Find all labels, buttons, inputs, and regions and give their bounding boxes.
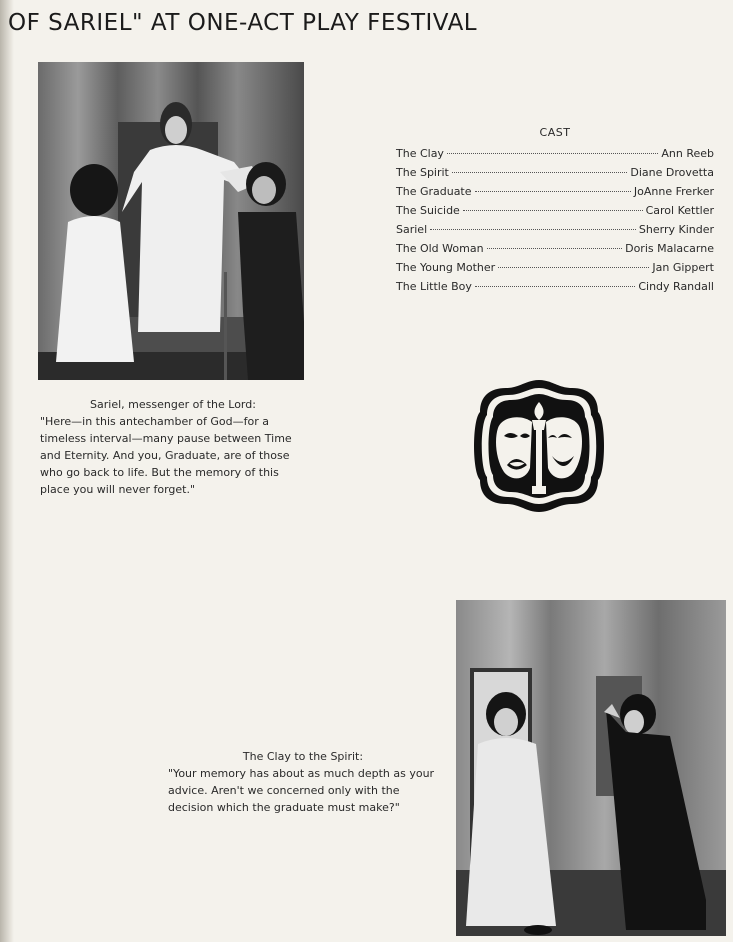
cast-actor: Ann Reeb [661, 147, 714, 160]
cast-actor: Cindy Randall [638, 280, 714, 293]
photo-caption-clay [168, 748, 438, 816]
cast-actor: Carol Kettler [645, 204, 714, 217]
cast-row [396, 166, 714, 185]
dot-leader [447, 153, 658, 154]
cast-actor: JoAnne Frerker [633, 185, 714, 198]
cast-row [396, 185, 714, 204]
caption-heading: The Clay to the Spirit: [242, 750, 364, 763]
dot-leader [475, 286, 635, 287]
photo-caption-sariel [40, 396, 306, 498]
cast-role: The Clay [396, 147, 444, 160]
cast-role: The Little Boy [396, 280, 472, 293]
cast-role: The Graduate [396, 185, 472, 198]
page-title: OF SARIEL" AT ONE-ACT PLAY FESTIVAL [8, 10, 478, 36]
cast-row [396, 280, 714, 299]
dot-leader [487, 248, 623, 249]
cast-list [396, 126, 714, 299]
cast-role: The Spirit [396, 166, 449, 179]
book-spine-shadow [0, 0, 14, 942]
cast-row [396, 242, 714, 261]
cast-row [396, 223, 714, 242]
cast-role: The Old Woman [396, 242, 484, 255]
comedy-tragedy-masks-icon [468, 376, 610, 516]
cast-actor: Diane Drovetta [630, 166, 714, 179]
dot-leader [430, 229, 636, 230]
cast-actor: Doris Malacarne [625, 242, 714, 255]
caption-body: "Here—in this antechamber of God—for a timeless interval—many pause between Time and Eternity. And you, Graduate, are of those who go back to life. But the memory of this place you will never forget." [40, 415, 292, 496]
cast-row [396, 261, 714, 280]
cast-actor: Sherry Kinder [638, 223, 714, 236]
dot-leader [463, 210, 643, 211]
dot-leader [475, 191, 631, 192]
cast-row [396, 204, 714, 223]
cast-row [396, 147, 714, 166]
cast-heading: CAST [539, 126, 571, 139]
caption-heading: Sariel, messenger of the Lord: [90, 398, 256, 411]
cast-role: The Suicide [396, 204, 460, 217]
dot-leader [452, 172, 627, 173]
cast-role: The Young Mother [396, 261, 496, 274]
cast-role: Sariel [396, 223, 428, 236]
stage-photo-sariel [38, 62, 304, 380]
dot-leader [498, 267, 649, 268]
caption-body: "Your memory has about as much depth as your advice. Aren't we concerned only with the decision which the graduate must make?" [168, 767, 435, 814]
stage-photo-clay-spirit [456, 600, 726, 936]
cast-actor: Jan Gippert [652, 261, 714, 274]
